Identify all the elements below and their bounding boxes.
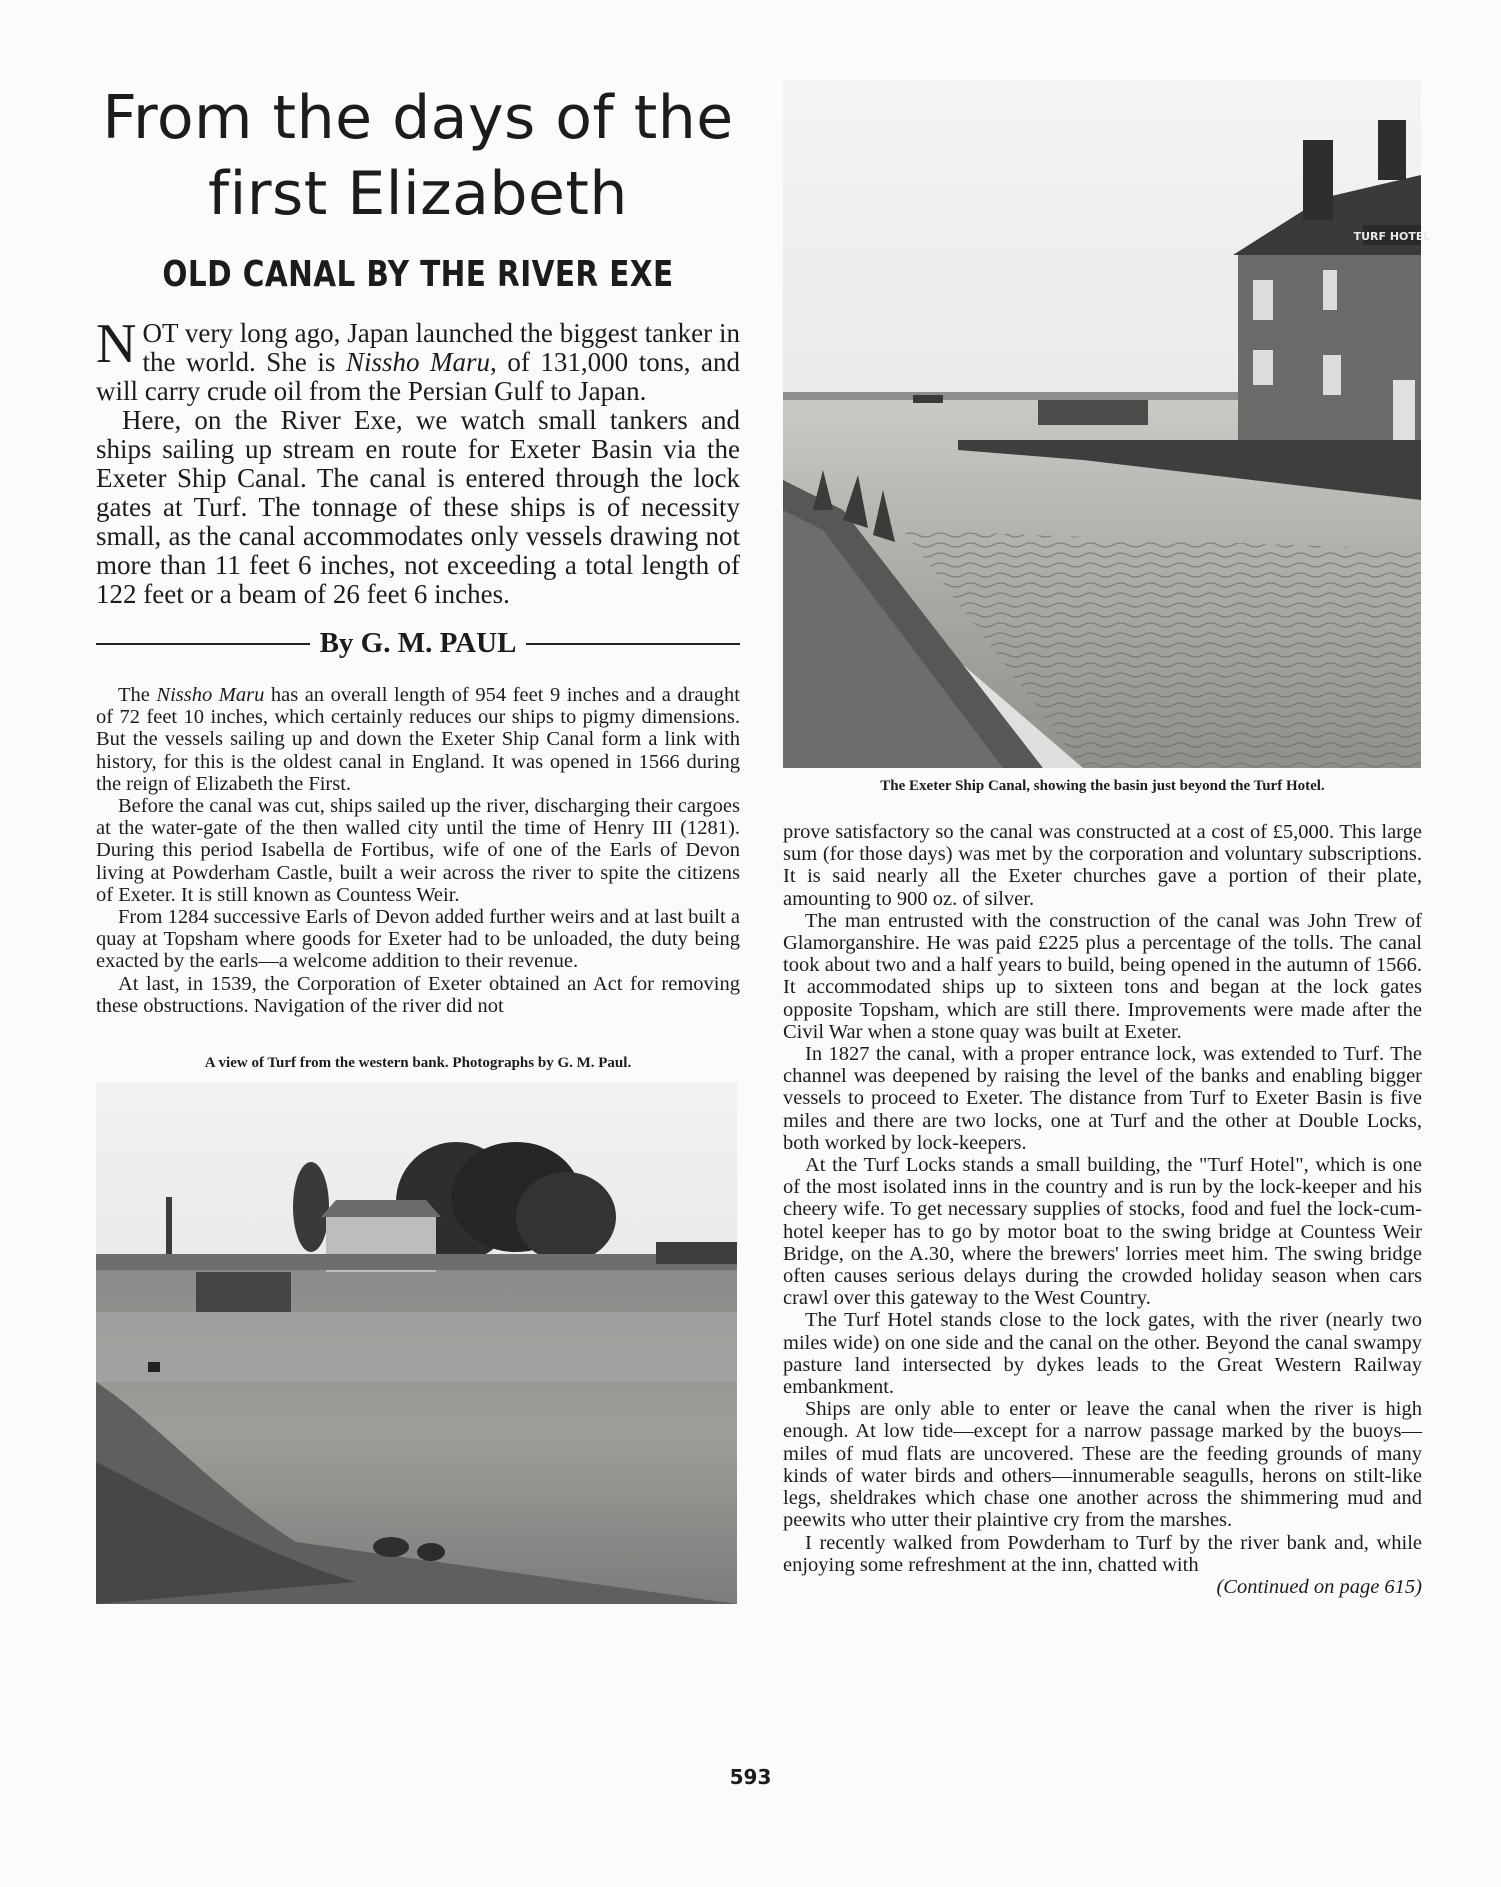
right-body (783, 821, 1422, 1598)
exeter-ship-canal-photo (783, 80, 1431, 768)
body-paragraph: The Turf Hotel stands close to the lock gates, with the river (nearly two miles wide) on one side and the canal on the other. Beyond the canal swampy pasture land intersected by dykes leads to the Great Western Railway embankment. (783, 1309, 1422, 1399)
body-paragraph: Before the canal was cut, ships sailed up the river, discharging their cargoes at the water-gate of the then walled city until the time of Henry III (1281). During this period Isabella de Fortibus, wife of one of the Earls of Devon living at Powderham Castle, built a weir across the river to spite the citizens of Exeter. It is still known as Countess Weir. (96, 795, 740, 906)
body-paragraph: Ships are only able to enter or leave the canal when the river is high enough. At low tide—except for a narrow passage marked by the buoys—miles of mud flats are uncovered. These are the feeding grounds of many kinds of water birds and others—innumerable seagulls, herons on stilt-like legs, sheldrakes which chase one another across the shimmering mud and peewits who utter their plaintive cry from the marshes. (783, 1398, 1422, 1532)
intro-paragraph-1: NOT very long ago, Japan launched the biggest tanker in the world. She is Nissho Maru, of 131,000 tons, and will carry crude oil from the Persian Gulf to Japan. (96, 313, 741, 406)
article-title (96, 80, 740, 232)
left-photo-caption: A view of Turf from the western bank. Photographs by G. M. Paul. (204, 1055, 632, 1072)
intro (96, 313, 741, 609)
byline-rule-right (526, 643, 740, 645)
body-paragraph: From 1284 successive Earls of Devon added further weirs and at last built a quay at Topsham where goods for Exeter had to be unloaded, the duty being exacted by the earls—a welcome addition to their revenue. (96, 906, 740, 973)
left-column (96, 80, 740, 1604)
title-line-1: From the days of the (102, 83, 734, 153)
page-number: 593 (729, 1765, 772, 1789)
article-subtitle: OLD CANAL BY THE RIVER EXE (162, 254, 674, 295)
body-paragraph: At the Turf Locks stands a small building, the "Turf Hotel", which is one of the most isolated inns in the country and is run by the lock-keeper and his cheery wife. To get necessary supplies of stocks, food and fuel the lock-cum-hotel keeper has to go by motor boat to the swing bridge at Countess Weir Bridge, on the A.30, where the brewers' lorries meet him. The swing bridge often causes serious delays during the crowded holiday season when cars crawl over this gateway to the West Country. (783, 1154, 1422, 1310)
body-paragraph: In 1827 the canal, with a proper entrance lock, was extended to Turf. The channel was deepened by raising the level of the banks and enabling bigger vessels to proceed to Exeter. The distance from Turf to Exeter Basin is five miles and there are two locks, one at Turf and the other at Double Locks, both worked by lock-keepers. (783, 1043, 1422, 1154)
body-paragraph: The man entrusted with the construction of the canal was John Trew of Glamorganshire. He was paid £225 plus a percentage of the tolls. The canal took about two and a half years to build, being opened in the autumn of 1566. It accommodated ships up to sixteen tons and began at the lock gates opposite Topsham, which are still there. Improvements were made after the Civil War when a stone quay was built at Exeter. (783, 909, 1422, 1043)
continued-note: (Continued on page 615) (1216, 1575, 1422, 1598)
ship-name: Nissho Maru (156, 684, 265, 706)
title-line-2: first Elizabeth (208, 159, 628, 229)
left-body (96, 684, 740, 1017)
body-paragraph: At last, in 1539, the Corporation of Exeter obtained an Act for removing these obstructions. Navigation of the river did not (96, 972, 740, 1017)
body-paragraph: The Nissho Maru has an overall length of 954 feet 9 inches and a draught of 72 feet 10 inches, which certainly reduces our ships to pigmy dimensions. But the vessels sailing up and down the Exeter Ship Canal form a link with history, for this is the oldest canal in England. It was opened in 1566 during the reign of Elizabeth the First. (96, 684, 740, 795)
ship-name: Nissho Maru (345, 347, 491, 377)
body-paragraph: I recently walked from Powderham to Turf by the river bank and, while enjoying some refreshment at the inn, chatted with (783, 1531, 1422, 1576)
body-paragraph: prove satisfactory so the canal was constructed at a cost of £5,000. This large sum (for those days) was met by the corporation and voluntary subscriptions. It is said nearly all the Exeter churches gave a portion of their plate, amounting to 900 oz. of silver. (783, 821, 1422, 910)
right-column (783, 80, 1431, 1598)
byline-row (96, 627, 740, 660)
byline: By G. M. PAUL (319, 627, 517, 659)
drop-cap: N (96, 313, 137, 375)
byline-rule-left (96, 643, 310, 645)
intro-paragraph-2: Here, on the River Exe, we watch small tankers and ships sailing up stream en route for Exeter Basin via the Exeter Ship Canal. The canal is entered through the lock gates at Turf. The tonnage of these ships is of necessity small, as the canal accommodates only vessels drawing not more than 11 feet 6 inches, not exceeding a total length of 122 feet or a beam of 26 feet 6 inches. (96, 405, 740, 609)
turf-western-bank-photo (96, 1082, 737, 1604)
hotel-sign: TURF HOTEL (1353, 230, 1431, 243)
right-photo-caption: The Exeter Ship Canal, showing the basin just beyond the Turf Hotel. (880, 778, 1325, 794)
